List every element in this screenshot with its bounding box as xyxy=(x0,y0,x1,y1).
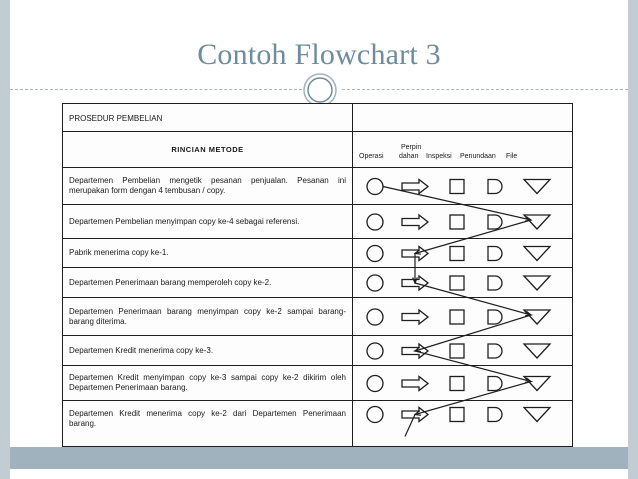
col-perpin-top: Perpin xyxy=(401,144,422,151)
table-row xyxy=(63,401,572,447)
procedure-title: PROSEDUR PEMBELIAN xyxy=(69,114,163,123)
bottom-bar xyxy=(10,447,628,469)
symbol-column-headers xyxy=(353,132,572,167)
title-divider-right xyxy=(342,89,628,90)
header-cell xyxy=(63,104,353,131)
table-row xyxy=(63,205,572,239)
flowchart-table xyxy=(62,103,573,447)
table-row xyxy=(63,268,572,298)
table-header-row xyxy=(63,104,572,132)
row-text: Pabrik menerima copy ke-1. xyxy=(69,248,169,257)
col-dahan: dahan xyxy=(399,153,419,160)
slide-title: Contoh Flowchart 3 xyxy=(197,38,441,71)
col-file: File xyxy=(506,153,518,160)
column-header-row xyxy=(63,132,572,168)
col-operasi: Operasi xyxy=(359,153,384,160)
row-text: Departemen Penerimaan barang memperoleh copy ke-2. xyxy=(69,277,272,287)
row-text: Departemen Kredit menerima copy ke-2 dari Departemen Penerimaan barang. xyxy=(69,408,346,428)
table-row xyxy=(63,168,572,205)
row-text: Departemen Pembelian menyimpan copy ke-4 sebagai referensi. xyxy=(69,216,300,226)
table-row xyxy=(63,336,572,366)
row-text: Departemen Pembelian mengetik pesanan penjualan. Pesanan ini merupakan form dengan 4 tembusan / copy. xyxy=(69,176,346,195)
table-row xyxy=(63,239,572,268)
title-divider-left xyxy=(10,89,302,90)
rincian-label: RINCIAN METODE xyxy=(171,144,244,154)
row-text: Departemen Penerimaan barang menyimpan copy ke-2 sampai barang-barang diterima. xyxy=(69,306,346,326)
col-penundaan: Penundaan xyxy=(460,153,496,160)
row-text: Departemen Kredit menyimpan copy ke-3 sampai copy ke-2 dikirim oleh Departemen Penerimaan barang. xyxy=(69,373,346,392)
table-row xyxy=(63,366,572,401)
col-inspeksi: Inspeksi xyxy=(426,153,452,160)
table-row xyxy=(63,298,572,336)
rincian-cell xyxy=(63,132,353,167)
row-text: Departemen Kredit menerima copy ke-3. xyxy=(69,345,214,355)
